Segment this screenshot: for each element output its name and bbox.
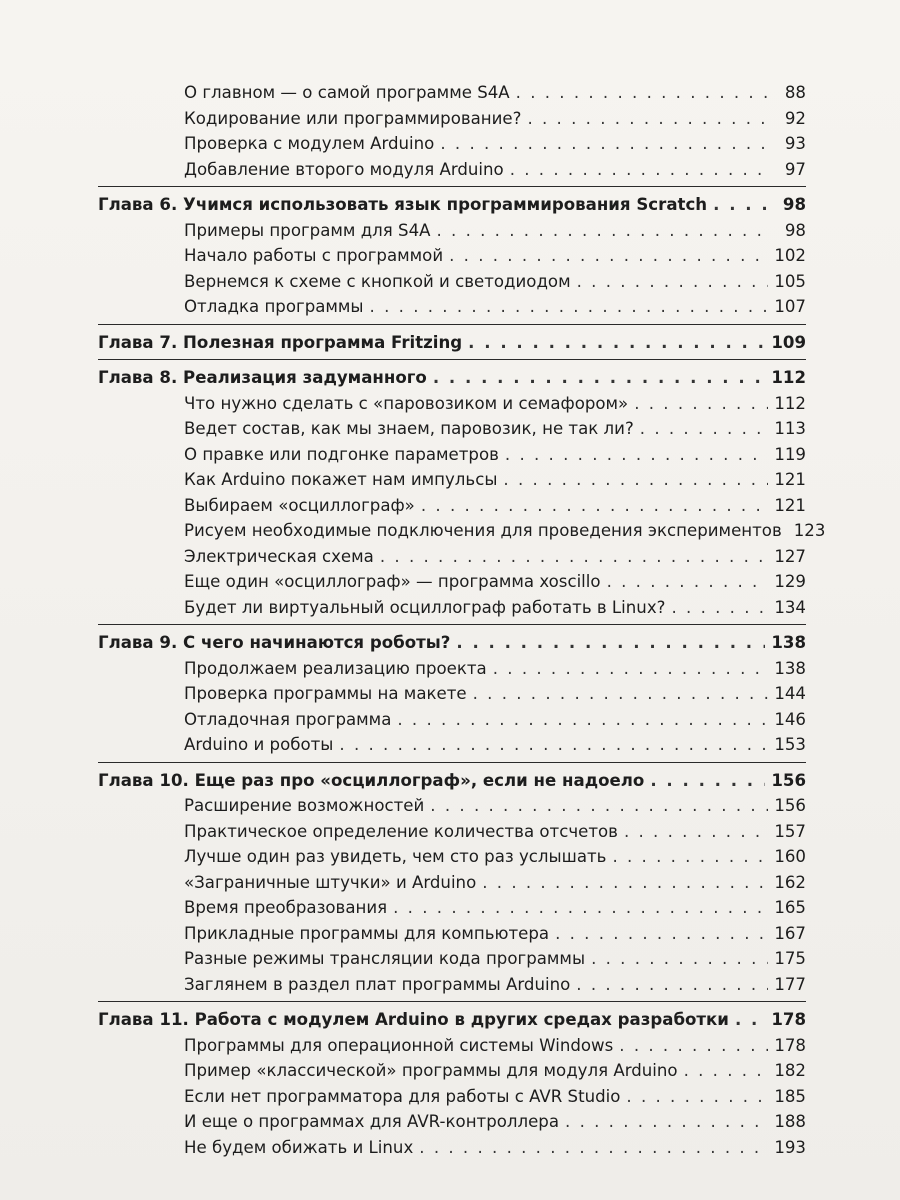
dot-leader (626, 1084, 768, 1110)
page-number: 127 (774, 546, 806, 566)
toc-section-row (98, 269, 806, 295)
dot-leader (527, 106, 772, 132)
section-title: Отладочная программа (184, 709, 392, 729)
page-number: 138 (774, 658, 806, 678)
toc-section-row (98, 681, 806, 707)
section-title: Как Arduino покажет нам импульсы (184, 470, 498, 489)
dot-leader (370, 294, 769, 320)
toc-chapter-row (98, 324, 806, 356)
page-number: 93 (784, 134, 806, 153)
chapter-title: Глава 7. Полезная программа Fritzing (98, 332, 463, 352)
toc-section-row (98, 732, 806, 758)
dot-leader (397, 707, 768, 733)
page-number: 160 (774, 847, 806, 866)
toc-section-row (98, 921, 806, 947)
chapter-title: Глава 9. С чего начинаются роботы? (98, 633, 451, 652)
dot-leader (624, 819, 768, 845)
dot-leader (430, 793, 768, 819)
section-title: Ведет состав, как мы знаем, паровозик, не так ли? (184, 419, 634, 438)
dot-leader (516, 80, 772, 106)
page-number: 102 (774, 246, 806, 265)
dot-leader (634, 391, 768, 417)
toc-chapter-row (98, 186, 806, 218)
section-title: Добавление второго модуля Arduino (184, 159, 504, 179)
page-number: 105 (774, 271, 806, 291)
toc-section-row (98, 870, 806, 896)
toc-section-row (98, 416, 806, 442)
page-number: 121 (774, 495, 806, 515)
section-title: Кодирование или программирование? (184, 108, 522, 128)
dot-leader (436, 218, 772, 244)
dot-leader (713, 192, 772, 218)
page-number: 121 (774, 470, 806, 489)
dot-leader (393, 895, 768, 921)
section-title: Отладка программы (184, 297, 364, 316)
dot-leader (650, 768, 765, 794)
dot-leader (505, 442, 768, 468)
dot-leader (449, 243, 768, 269)
page-number: 98 (784, 220, 806, 240)
toc-section-row (98, 595, 806, 621)
section-title: Если нет программатора для работы с AVR Studio (184, 1086, 621, 1106)
dot-leader (735, 1007, 765, 1033)
toc-section-row (98, 819, 806, 845)
chapter-title: Глава 6. Учимся использовать язык программирования Scratch (98, 195, 708, 214)
toc-section-row (98, 946, 806, 972)
page-number: 146 (774, 709, 806, 729)
section-title: Выбираем «осциллограф» (184, 495, 415, 515)
page-number: 107 (774, 297, 806, 316)
section-title: Электрическая схема (184, 546, 374, 566)
section-title: Заглянем в раздел плат программы Arduino (184, 974, 571, 994)
toc-section-row (98, 1033, 806, 1059)
page-number: 144 (774, 684, 806, 703)
page-number: 153 (774, 735, 806, 754)
dot-leader (339, 732, 768, 758)
section-title: Вернемся к схеме с кнопкой и светодиодом (184, 271, 571, 291)
toc-section-row (98, 895, 806, 921)
toc-section-row (98, 218, 806, 244)
section-title: Время преобразования (184, 898, 388, 917)
section-title: Примеры программ для S4A (184, 220, 431, 240)
section-title: Будет ли виртуальный осциллограф работать в Linux? (184, 597, 666, 617)
dot-leader (482, 870, 768, 896)
table-of-contents (98, 80, 826, 1160)
toc-section-row (98, 294, 806, 320)
toc-chapter-row (98, 624, 806, 656)
section-title: Еще один «осциллограф» — программа xoscillo (184, 572, 601, 591)
chapter-title: Глава 8. Реализация задуманного (98, 368, 427, 387)
dot-leader (591, 946, 768, 972)
page-number: 175 (774, 949, 806, 968)
section-title: Практическое определение количества отсчетов (184, 821, 618, 841)
dot-leader (607, 569, 769, 595)
page-number: 129 (774, 572, 806, 591)
toc-section-row (98, 793, 806, 819)
section-title: Проверка программы на макете (184, 684, 467, 703)
section-title: Программы для операционной системы Windows (184, 1035, 614, 1055)
section-title: Прикладные программы для компьютера (184, 923, 550, 943)
toc-section-row (98, 1058, 806, 1084)
toc-section-row (98, 707, 806, 733)
page-number: 112 (771, 368, 806, 387)
toc-section-row (98, 656, 806, 682)
toc-section-row (98, 844, 806, 870)
dot-leader (576, 972, 768, 998)
page-number: 113 (774, 419, 806, 438)
section-title: О главном — о самой программе S4A (184, 83, 510, 102)
dot-leader (619, 1033, 768, 1059)
section-title: Начало работы с программой (184, 246, 444, 265)
page-number: 119 (774, 444, 806, 464)
toc-section-row (98, 80, 806, 106)
page-number: 182 (774, 1061, 806, 1080)
section-title: Что нужно сделать с «паровозиком и семафором» (184, 393, 629, 413)
section-title: Arduino и роботы (184, 735, 334, 754)
section-title: Расширение возможностей (184, 796, 425, 815)
section-title: И еще о программах для AVR-контроллера (184, 1112, 560, 1131)
section-title: Не будем обижать и Linux (184, 1137, 414, 1157)
toc-section-row (98, 569, 806, 595)
page-number: 97 (784, 159, 806, 179)
section-title: «Заграничные штучки» и Arduino (184, 872, 477, 892)
page-number: 162 (774, 872, 806, 892)
toc-section-row (98, 493, 806, 519)
dot-leader (503, 467, 768, 493)
dot-leader (577, 269, 769, 295)
page-number: 178 (771, 1010, 806, 1029)
page-number: 156 (774, 796, 806, 815)
dot-leader (433, 365, 766, 391)
dot-leader (473, 681, 769, 707)
page-number: 98 (782, 195, 806, 214)
page-number: 112 (774, 393, 806, 413)
toc-section-row (98, 442, 806, 468)
toc-chapter-row (98, 1001, 806, 1033)
chapter-title: Глава 11. Работа с модулем Arduino в других средах разработки (98, 1010, 729, 1029)
page-number: 188 (774, 1112, 806, 1131)
page-number: 123 (793, 521, 826, 540)
toc-chapter-row (98, 762, 806, 794)
toc-section-row (98, 1135, 806, 1161)
dot-leader (380, 544, 768, 570)
dot-leader (493, 656, 769, 682)
dot-leader (419, 1135, 768, 1161)
page-number: 193 (774, 1137, 806, 1157)
section-title: Рисуем необходимые подключения для проведения экспериментов (184, 521, 782, 540)
page-number: 185 (774, 1086, 806, 1106)
toc-section-row (98, 1084, 806, 1110)
toc-section-row (98, 518, 826, 544)
page-number: 178 (774, 1035, 806, 1055)
dot-leader (684, 1058, 769, 1084)
page-number: 134 (774, 597, 806, 617)
toc-section-row (98, 1109, 806, 1135)
dot-leader (555, 921, 768, 947)
toc-chapter-row (98, 359, 806, 391)
dot-leader (468, 330, 765, 356)
dot-leader (421, 493, 768, 519)
section-title: Проверка с модулем Arduino (184, 134, 435, 153)
toc-section-row (98, 131, 806, 157)
dot-leader (565, 1109, 768, 1135)
page-number: 138 (771, 633, 806, 652)
section-title: Лучше один раз увидеть, чем сто раз услышать (184, 847, 607, 866)
page-number: 156 (771, 770, 806, 790)
dot-leader (640, 416, 769, 442)
dot-leader (440, 131, 772, 157)
page-number: 165 (774, 898, 806, 917)
chapter-title: Глава 10. Еще раз про «осциллограф», если не надоело (98, 770, 645, 790)
section-title: О правке или подгонке параметров (184, 444, 499, 464)
section-title: Разные режимы трансляции кода программы (184, 949, 586, 968)
dot-leader (510, 157, 772, 183)
dot-leader (671, 595, 768, 621)
toc-section-row (98, 391, 806, 417)
page-number: 88 (784, 83, 806, 102)
toc-section-row (98, 157, 806, 183)
dot-leader (456, 630, 765, 656)
toc-section-row (98, 243, 806, 269)
section-title: Пример «классической» программы для модуля Arduino (184, 1061, 678, 1080)
section-title: Продолжаем реализацию проекта (184, 658, 487, 678)
page-number: 109 (771, 332, 806, 352)
page-number: 167 (774, 923, 806, 943)
toc-section-row (98, 972, 806, 998)
toc-section-row (98, 106, 806, 132)
toc-section-row (98, 544, 806, 570)
dot-leader (612, 844, 768, 870)
page-number: 177 (774, 974, 806, 994)
page-number: 157 (774, 821, 806, 841)
toc-section-row (98, 467, 806, 493)
page-number: 92 (784, 108, 806, 128)
